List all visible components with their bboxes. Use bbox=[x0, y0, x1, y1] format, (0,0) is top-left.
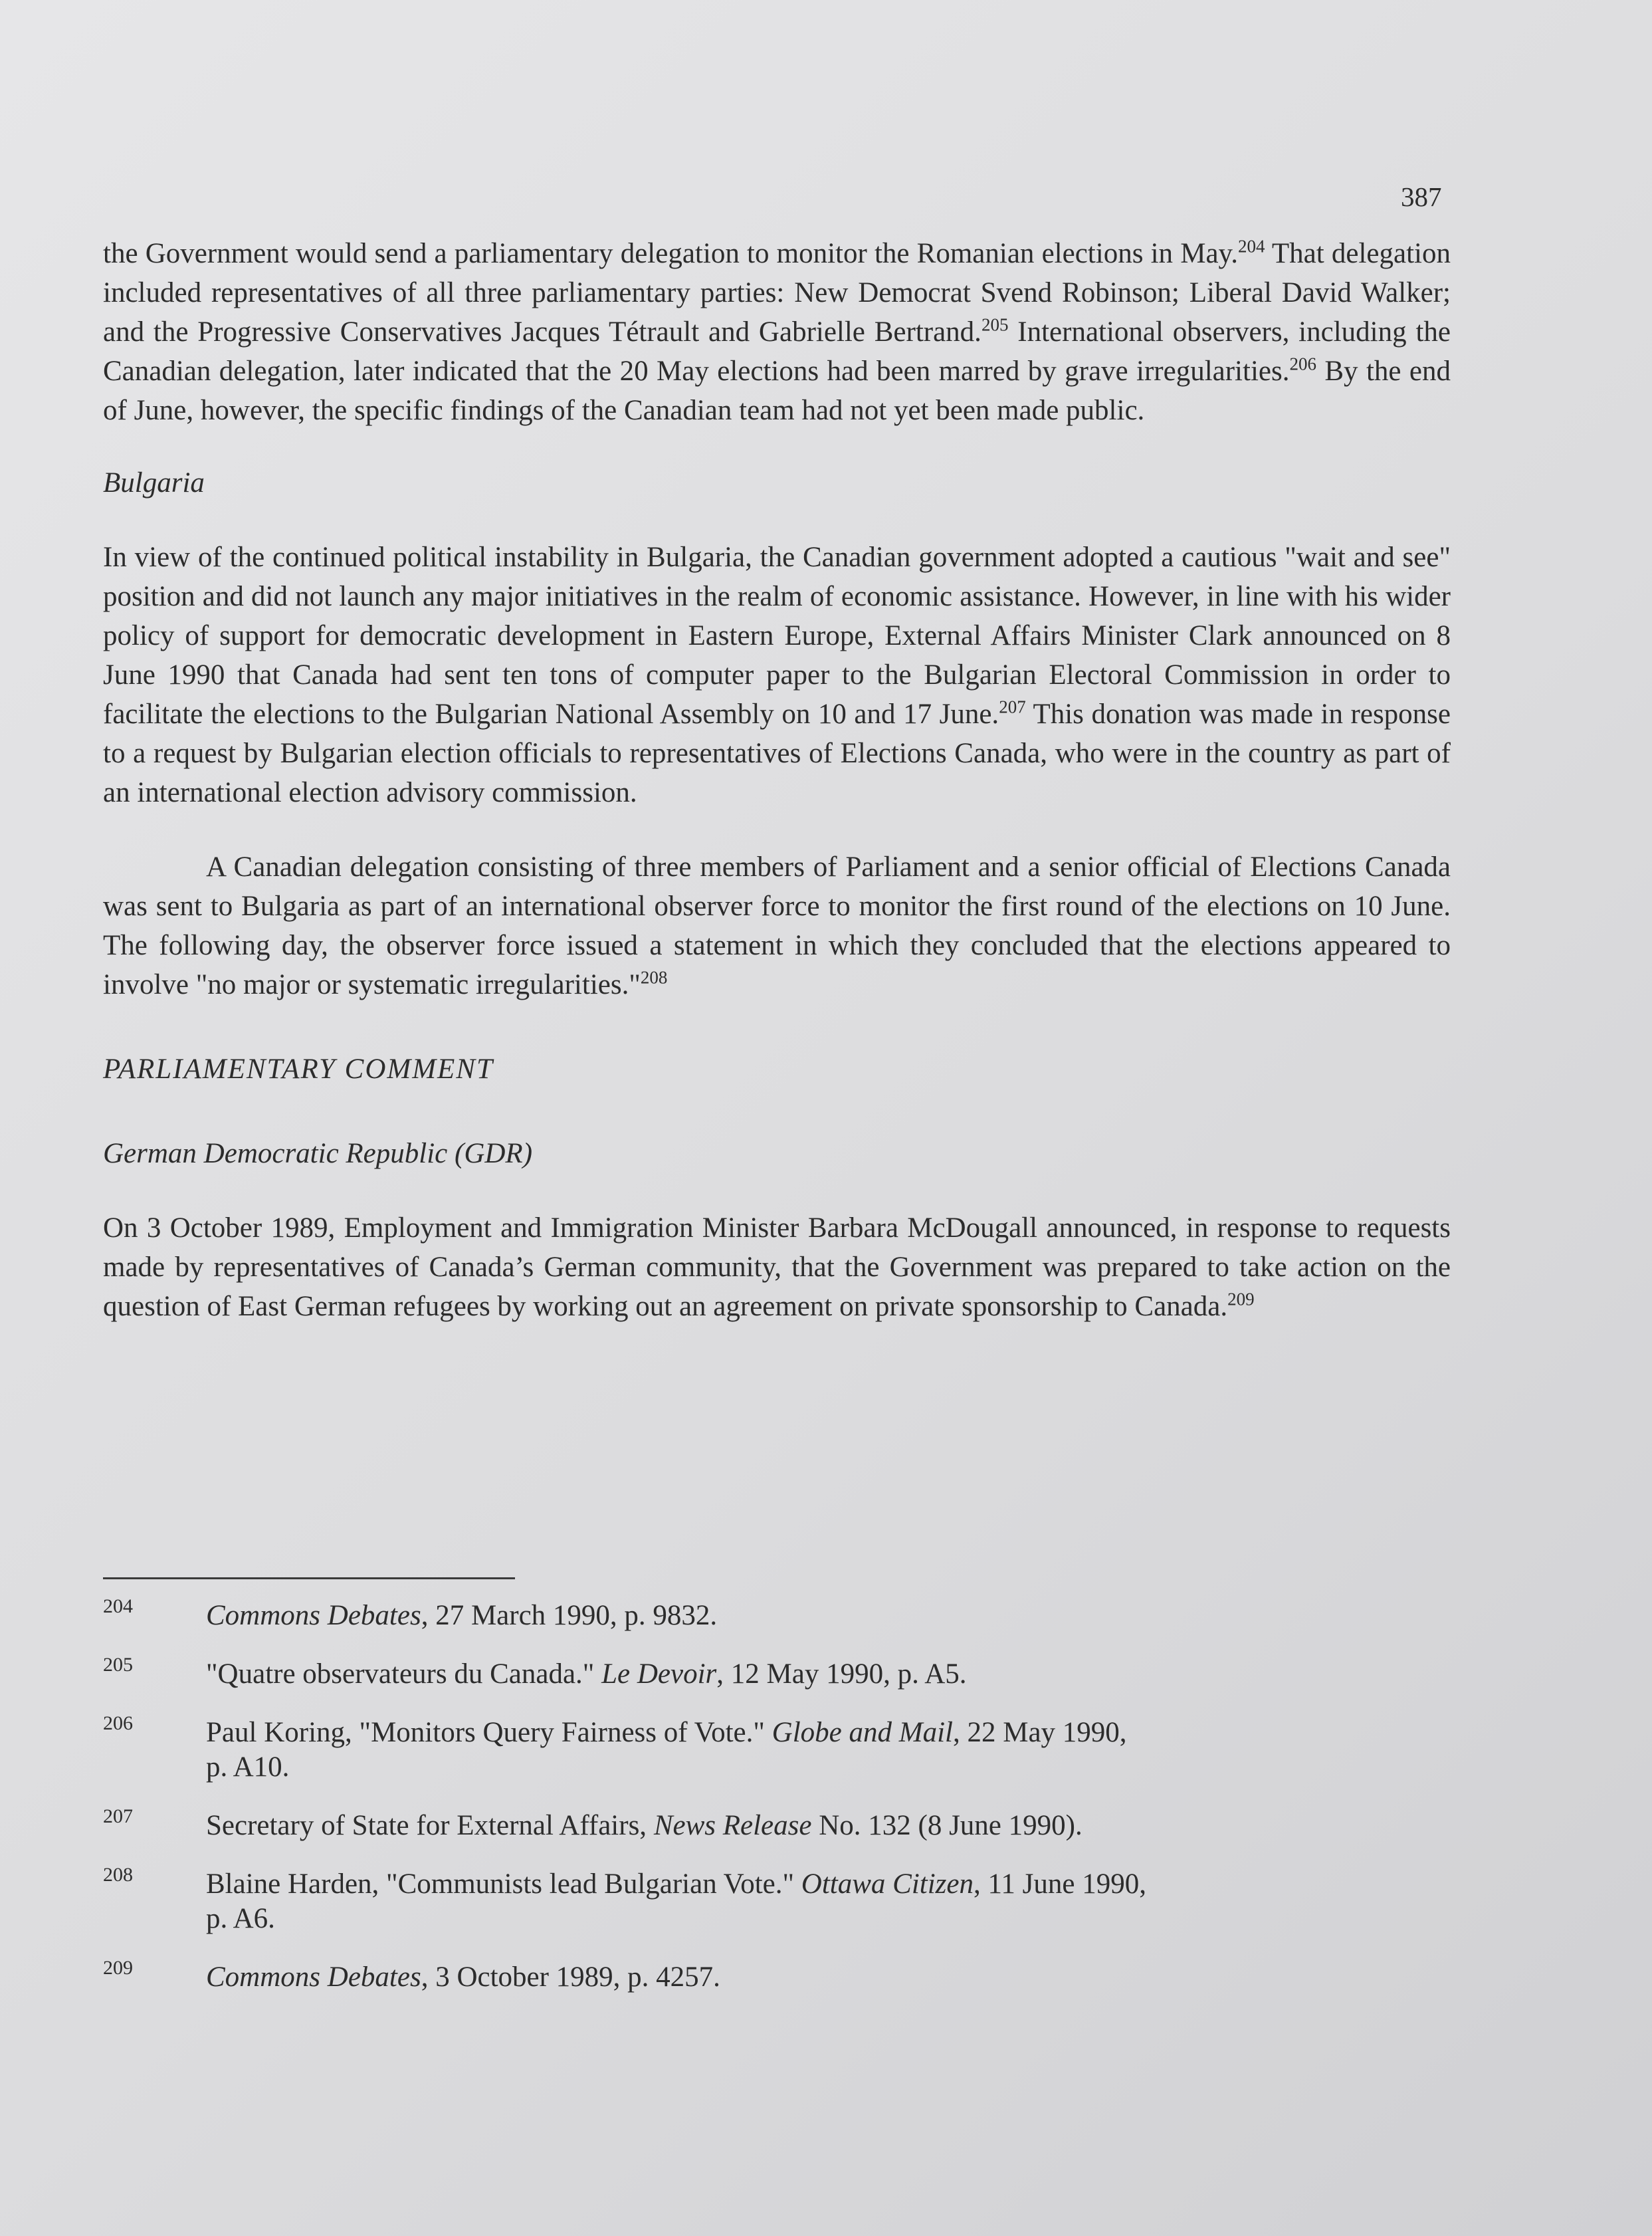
heading-bulgaria: Bulgaria bbox=[103, 467, 205, 499]
footnote: 205 "Quatre observateurs du Canada." Le Devoir, 12 May 1990, p. A5. bbox=[103, 1657, 1366, 1692]
page-number: 387 bbox=[1401, 181, 1442, 212]
source-title: Commons Debates bbox=[206, 1600, 421, 1631]
footnote-ref[interactable]: 206 bbox=[1289, 354, 1316, 374]
footnote-ref[interactable]: 208 bbox=[640, 967, 668, 988]
source-title: News Release bbox=[653, 1810, 812, 1841]
footnote: 209 Commons Debates, 3 October 1989, p. 4257. bbox=[103, 1960, 1366, 1995]
footnote-ref[interactable]: 204 bbox=[1238, 236, 1265, 257]
footnote-number: 206 bbox=[103, 1712, 133, 1734]
footnote-number: 204 bbox=[103, 1595, 133, 1617]
body-text bbox=[103, 234, 1451, 1326]
footnote-ref[interactable]: 205 bbox=[981, 314, 1009, 335]
source-title: Le Devoir bbox=[601, 1658, 717, 1690]
footnote: 208 Blaine Harden, "Communists lead Bulgarian Vote." Ottawa Citizen, 11 June 1990, p. A6. bbox=[103, 1867, 1366, 1936]
footnote: 204 Commons Debates, 27 March 1990, p. 9832. bbox=[103, 1599, 1366, 1633]
paragraph-gdr: On 3 October 1989, Employment and Immigration Minister Barbara McDougall announced, in response to requests made by representatives of Canada’s German community, that the Government was prepared to take action on the question of East German refugees by working out an agreement on private sponsorship to Canada.$^{209}$ bbox=[103, 1212, 1451, 1322]
footnote-number: 208 bbox=[103, 1864, 133, 1886]
heading-parliamentary-comment: PARLIAMENTARY COMMENT bbox=[103, 1054, 494, 1085]
footnotes bbox=[103, 1595, 1366, 2019]
paragraph-bulgaria: In view of the continued political instability in Bulgaria, the Canadian government adopted a cautious "wait and see" position and did not launch any major initiatives in the realm of economic assistance. However, in line with his wider policy of support for democratic development in Eastern Europe, External Affairs Minister Clark announced on 8 June 1990 that Canada had sent ten tons of computer paper to the Bulgarian Electoral Commission in order to facilitate the elections to the Bulgarian National Assembly on 10 and 17 June.$^{207}$ This donation was made in response to a request by Bulgarian election officials to representatives of Elections Canada, who were in the country as part of an international election advisory commission. bbox=[103, 542, 1451, 808]
source-title: Globe and Mail bbox=[772, 1717, 953, 1748]
footnote-divider bbox=[103, 1577, 515, 1579]
footnote-number: 207 bbox=[103, 1805, 133, 1827]
footnote-ref[interactable]: 209 bbox=[1227, 1289, 1255, 1309]
paragraph-delegation: A Canadian delegation consisting of three members of Parliament and a senior official of Elections Canada was sent to Bulgaria as part of an international observer force to monitor the first round of the elections on 10 June. The following day, the observer force issued a statement in which they concluded that the elections appeared to involve "no major or systematic irregularities."$^{208}$ bbox=[103, 851, 1451, 1000]
source-title: Commons Debates bbox=[206, 1961, 421, 1993]
footnote: 206 Paul Koring, "Monitors Query Fairness of Vote." Globe and Mail, 22 May 1990, p. A10. bbox=[103, 1716, 1366, 1785]
footnote-number: 209 bbox=[103, 1957, 133, 1979]
footnote: 207 Secretary of State for External Affairs, News Release No. 132 (8 June 1990). bbox=[103, 1809, 1366, 1843]
footnote-number: 205 bbox=[103, 1654, 133, 1676]
paragraph-romania: the Government would send a parliamentary delegation to monitor the Romanian elections in May.$^{204}$ That delegation included representatives of all three parliamentary parties: New Democrat Svend Robinson; Liberal David Walker; and the Progressive Conservatives Jacques Tétrault and Gabrielle Bertrand.$^{205}$ International observers, including the Canadian delegation, later indicated that the 20 May elections had been marred by grave irregularities.$^{206}$ By the end of June, however, the specific findings of the Canadian team had not yet been made public. bbox=[103, 236, 1451, 426]
heading-gdr: German Democratic Republic (GDR) bbox=[103, 1138, 533, 1169]
source-title: Ottawa Citizen bbox=[801, 1868, 974, 1900]
footnote-ref[interactable]: 207 bbox=[999, 697, 1026, 717]
